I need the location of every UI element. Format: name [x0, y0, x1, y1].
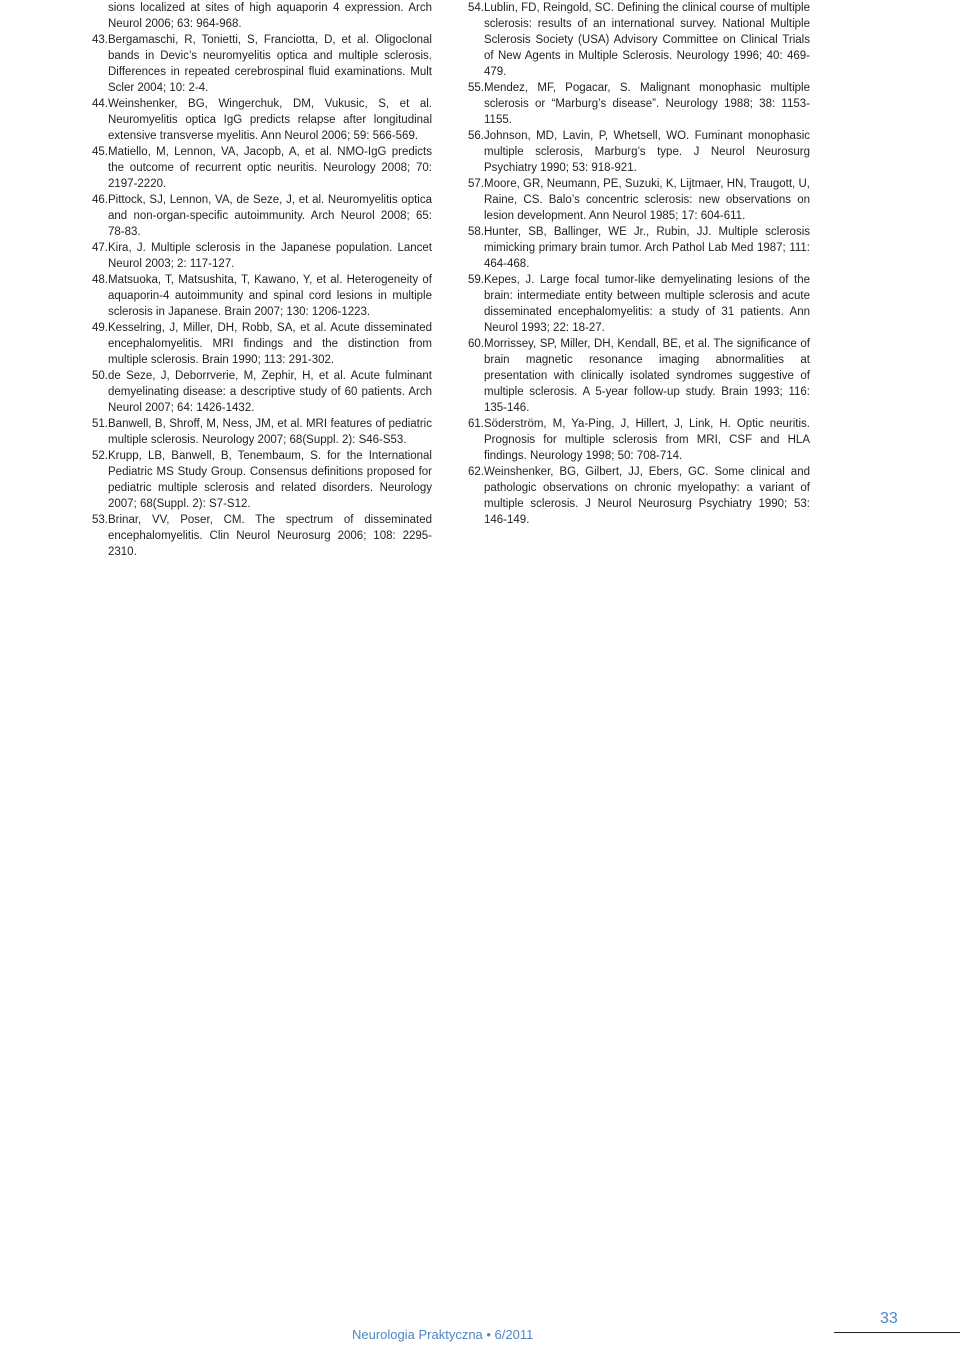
reference-number: 43. [92, 34, 108, 46]
reference-number: 50. [92, 370, 108, 382]
reference-number: 57. [468, 178, 484, 190]
reference-text: Kira, J. Multiple sclerosis in the Japanese population. Lancet Neurol 2003; 2: 117-127. [108, 242, 432, 270]
journal-title: Neurologia Praktyczna • 6/2011 [352, 1327, 534, 1342]
reference-text: Mendez, MF, Pogacar, S. Malignant monophasic multiple sclerosis or “Marburg’s disease”. Neurology 1988; 38: 1153-1155. [484, 82, 810, 126]
reference-text: sions localized at sites of high aquaporin 4 expression. Arch Neurol 2006; 63: 964-968. [108, 2, 432, 30]
references-left-column [78, 0, 432, 560]
reference-text: de Seze, J, Deborrverie, M, Zephir, H, et al. Acute fulminant demyelinating disease: a descriptive study of 60 patients. Arch Neurol 2007; 64: 1426-1432. [108, 370, 432, 414]
reference-item [78, 320, 432, 368]
reference-text: Krupp, LB, Banwell, B, Tenembaum, S. for the International Pediatric MS Study Group. Consensus definitions proposed for pediatric multiple sclerosis and related disorders. Neurology 2007; 68(Suppl. 2): S7-S12. [108, 450, 432, 510]
reference-item [454, 80, 810, 128]
reference-number: 51. [92, 418, 108, 430]
reference-item [78, 272, 432, 320]
reference-item [78, 448, 432, 512]
page-footer [0, 1300, 960, 1346]
reference-item [78, 0, 432, 32]
reference-item [78, 96, 432, 144]
reference-text: Hunter, SB, Ballinger, WE Jr., Rubin, JJ. Multiple sclerosis mimicking primary brain tumor. Arch Pathol Lab Med 1987; 111: 464-468. [484, 226, 810, 270]
reference-number: 54. [468, 2, 484, 14]
reference-number: 52. [92, 450, 108, 462]
reference-number: 47. [92, 242, 108, 254]
reference-item [454, 128, 810, 176]
reference-text: Matsuoka, T, Matsushita, T, Kawano, Y, et al. Heterogeneity of aquaporin-4 autoimmunity and spinal cord lesions in multiple sclerosis in Japanese. Brain 2007; 130: 1206-1223. [108, 274, 432, 318]
reference-number: 45. [92, 146, 108, 158]
reference-text: Weinshenker, BG, Wingerchuk, DM, Vukusic, S, et al. Neuromyelitis optica IgG predicts relapse after longitudinal extensive transverse myelitis. Ann Neurol 2006; 59: 566-569. [108, 98, 432, 142]
reference-text: Brinar, VV, Poser, CM. The spectrum of disseminated encephalomyelitis. Clin Neurol Neurosurg 2006; 108: 2295-2310. [108, 514, 432, 558]
reference-item [454, 272, 810, 336]
reference-number: 49. [92, 322, 108, 334]
reference-text: Morrissey, SP, Miller, DH, Kendall, BE, et al. The significance of brain magnetic resonance imaging abnormalities at presentation with clinically isolated syndromes suggestive of multiple sclerosis. A 5-year follow-up study. Brain 1993; 116: 135-146. [484, 338, 810, 414]
reference-number: 62. [468, 466, 484, 478]
reference-item [78, 416, 432, 448]
reference-item [78, 192, 432, 240]
reference-item [454, 0, 810, 80]
reference-item [78, 32, 432, 96]
reference-item [454, 464, 810, 528]
reference-text: Banwell, B, Shroff, M, Ness, JM, et al. MRI features of pediatric multiple sclerosis. Neurology 2007; 68(Suppl. 2): S46-S53. [108, 418, 432, 446]
reference-item [78, 512, 432, 560]
footer-divider [834, 1332, 960, 1333]
reference-number: 58. [468, 226, 484, 238]
reference-number: 60. [468, 338, 484, 350]
reference-item [454, 336, 810, 416]
references-right-column [454, 0, 810, 528]
reference-number: 46. [92, 194, 108, 206]
reference-item [78, 368, 432, 416]
reference-text: Weinshenker, BG, Gilbert, JJ, Ebers, GC. Some clinical and pathologic observations on chronic myelopathy: a variant of multiple sclerosis. J Neurol Neurosurg Psychiatry 1990; 53: 146-149. [484, 466, 810, 526]
reference-item [78, 144, 432, 192]
page-number: 33 [880, 1310, 898, 1327]
reference-number: 44. [92, 98, 108, 110]
reference-number: 55. [468, 82, 484, 94]
reference-number: 53. [92, 514, 108, 526]
reference-item [454, 224, 810, 272]
reference-text: Kesselring, J, Miller, DH, Robb, SA, et al. Acute disseminated encephalomyelitis. MRI findings and the distinction from multiple sclerosis. Brain 1990; 113: 291-302. [108, 322, 432, 366]
reference-text: Johnson, MD, Lavin, P, Whetsell, WO. Fuminant monophasic multiple sclerosis, Marburg’s type. J Neurol Neurosurg Psychiatry 1990; 53: 918-921. [484, 130, 810, 174]
reference-item [78, 240, 432, 272]
reference-text: Moore, GR, Neumann, PE, Suzuki, K, Lijtmaer, HN, Traugott, U, Raine, CS. Balo’s concentric sclerosis: new observations on lesion development. Ann Neurol 1985; 17: 604-611. [484, 178, 810, 222]
reference-text: Kepes, J. Large focal tumor-like demyelinating lesions of the brain: intermediate entity between multiple sclerosis and acute disseminated encephalomyelitis: a study of 31 patients. Ann Neurol 1993; 22: 18-27. [484, 274, 810, 334]
reference-text: Lublin, FD, Reingold, SC. Defining the clinical course of multiple sclerosis: results of an international survey. National Multiple Sclerosis Society (USA) Advisory Committee on Clinical Trials of New Agents in Multiple Sclerosis. Neurology 1996; 40: 469-479. [484, 2, 810, 78]
reference-text: Bergamaschi, R, Tonietti, S, Franciotta, D, et al. Oligoclonal bands in Devic’s neuromyelitis optica and multiple sclerosis. Differences in repeated cerebrospinal fluid examinations. Mult Scler 2004; 10: 2-4. [108, 34, 432, 94]
reference-number: 48. [92, 274, 108, 286]
reference-text: Matiello, M, Lennon, VA, Jacopb, A, et al. NMO-IgG predicts the outcome of recurrent optic neuritis. Neurology 2008; 70: 2197-2220. [108, 146, 432, 190]
reference-text: Söderström, M, Ya-Ping, J, Hillert, J, Link, H. Optic neuritis. Prognosis for multiple sclerosis from MRI, CSF and HLA findings. Neurology 1998; 50: 708-714. [484, 418, 810, 462]
reference-number: 61. [468, 418, 484, 430]
reference-number: 59. [468, 274, 484, 286]
reference-item [454, 416, 810, 464]
reference-text: Pittock, SJ, Lennon, VA, de Seze, J, et al. Neuromyelitis optica and non-organ-specific autoimmunity. Arch Neurol 2008; 65: 78-83. [108, 194, 432, 238]
reference-number: 56. [468, 130, 484, 142]
reference-item [454, 176, 810, 224]
